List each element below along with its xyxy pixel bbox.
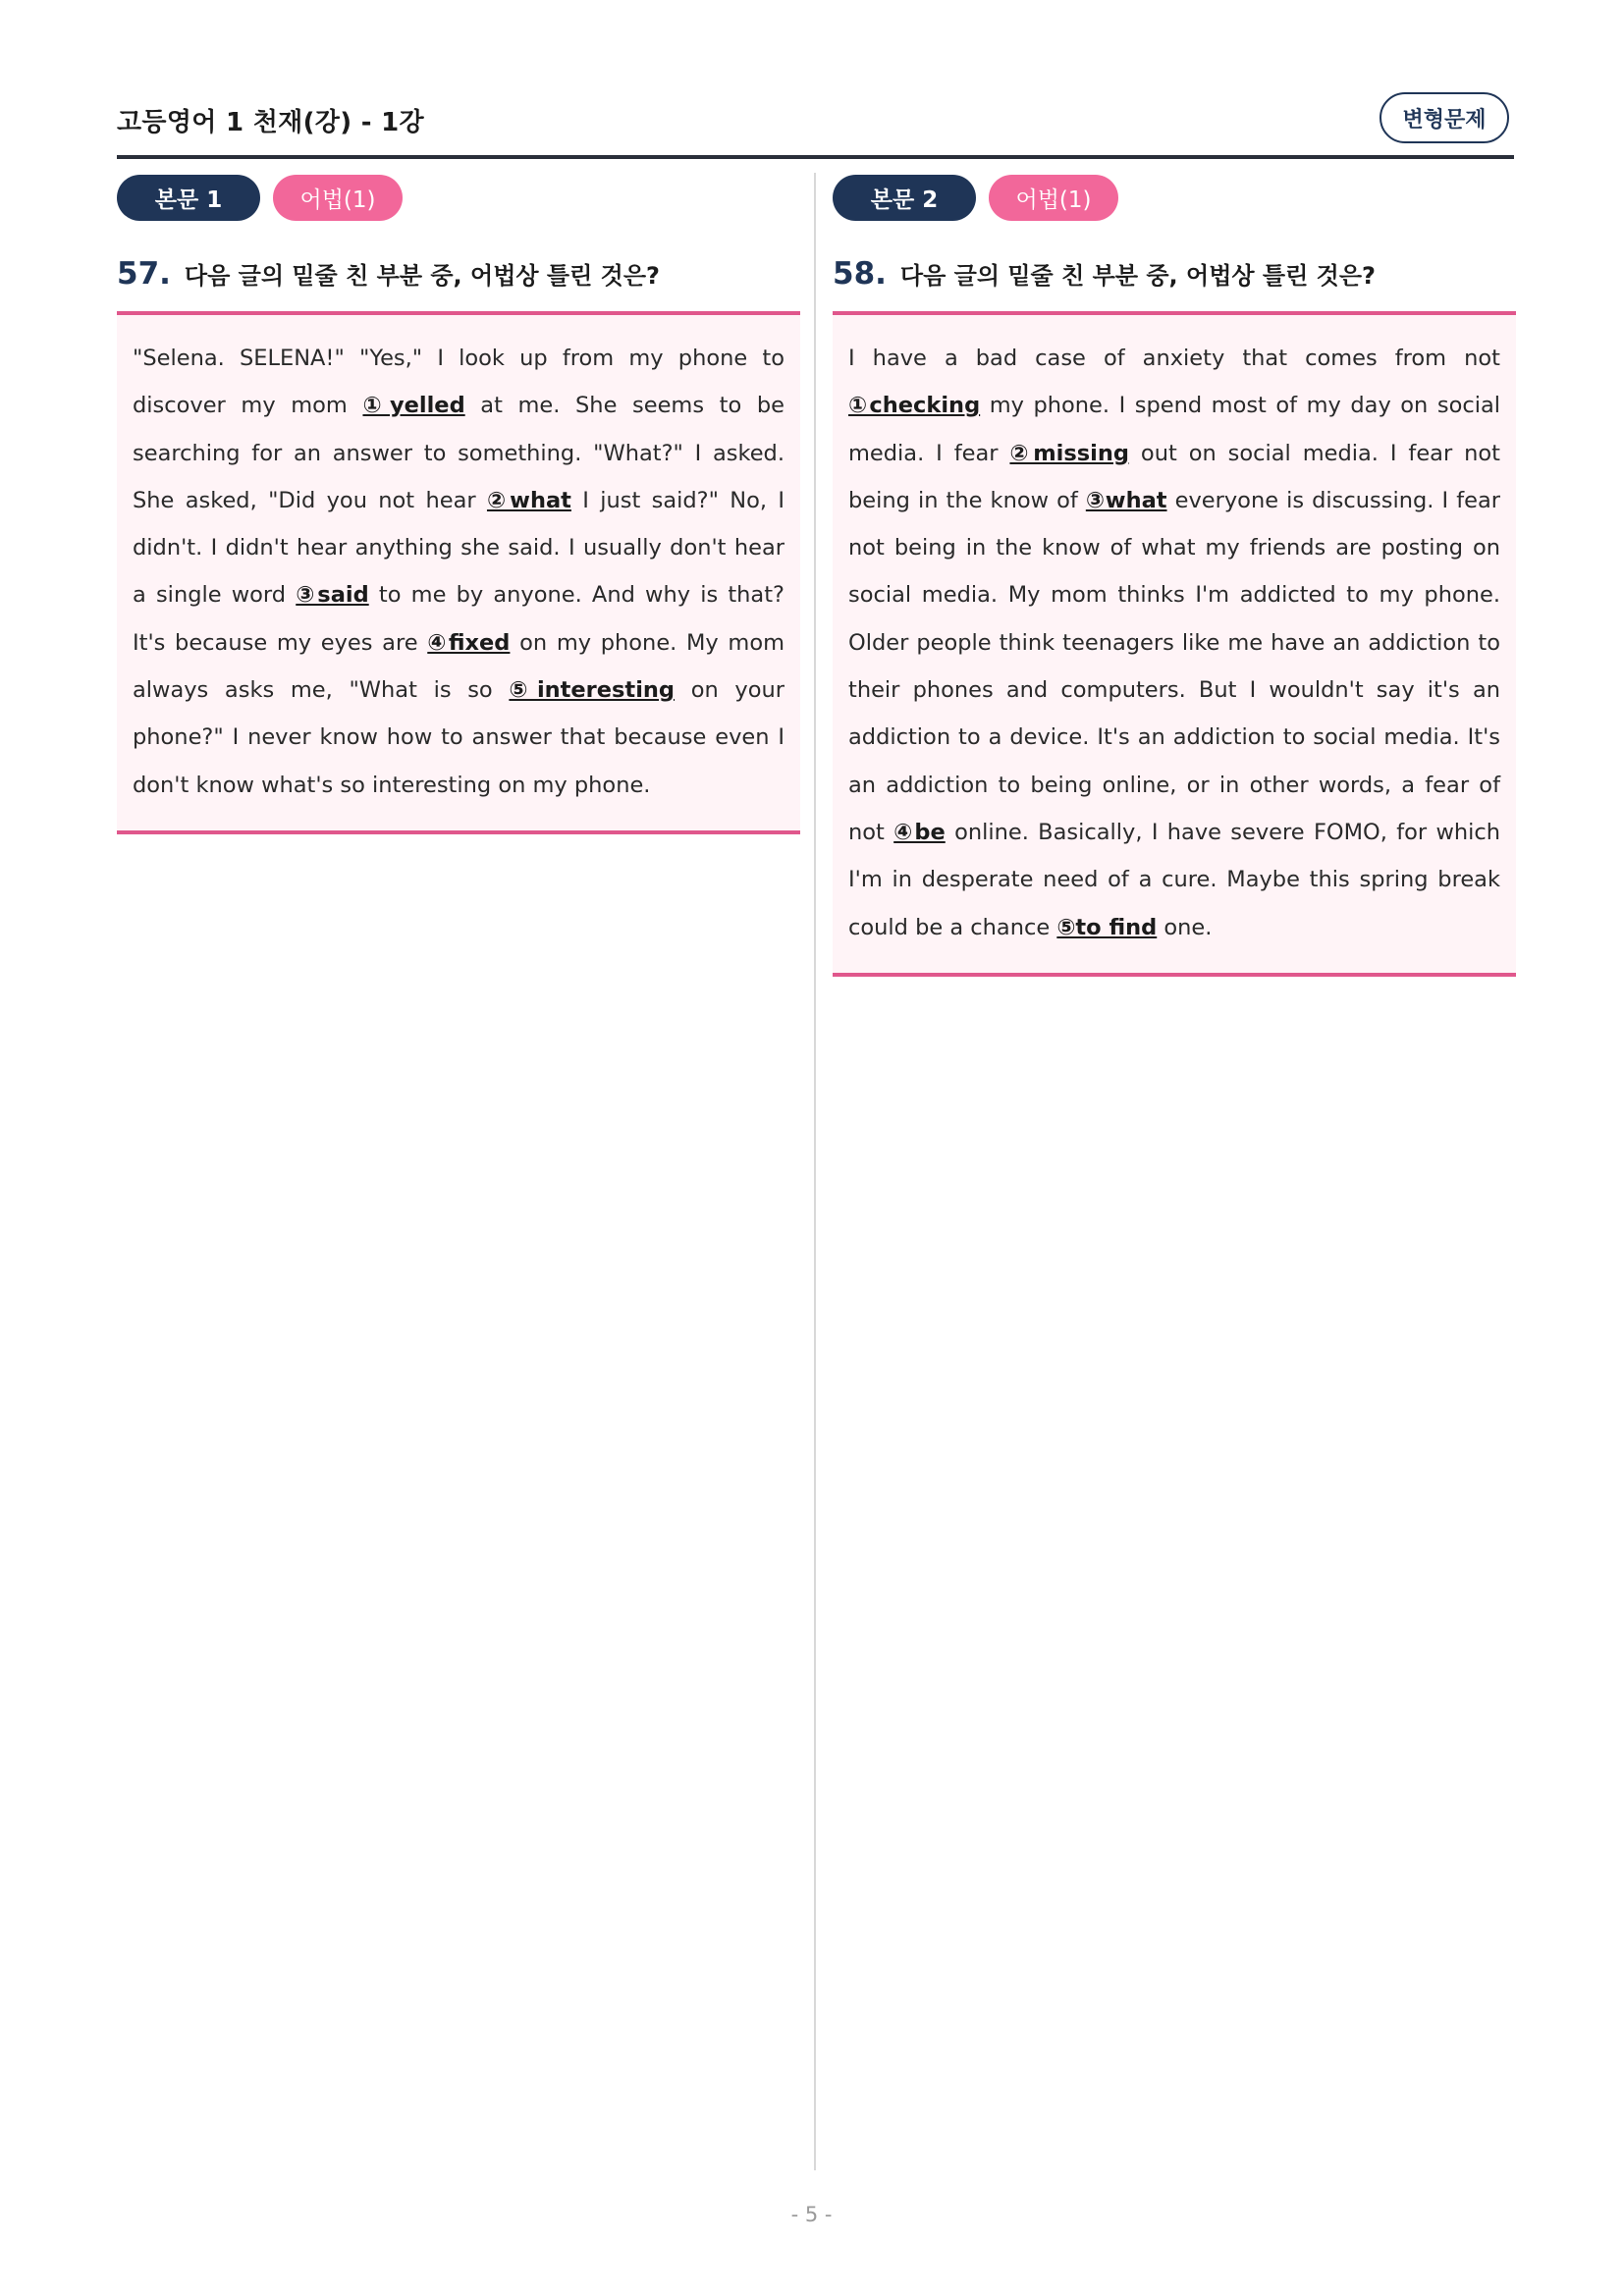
passage-tag: 본문 1 xyxy=(117,175,260,221)
question-57-column xyxy=(117,175,800,834)
passage-text: on my phone. My mom always asks me, "What is so xyxy=(133,629,785,704)
question-57-heading xyxy=(117,256,800,295)
underlined-choice-2: ②what xyxy=(486,487,571,513)
grammar-tag: 어법(1) xyxy=(989,175,1118,221)
question-57-tags xyxy=(117,175,800,221)
underlined-choice-3: ③said xyxy=(296,582,369,609)
underlined-choice-2: ②missing xyxy=(1009,440,1130,466)
passage-text: I have a bad case of anxiety that comes from not xyxy=(848,346,1500,371)
question-58-passage xyxy=(833,311,1516,977)
passage-text: one. xyxy=(1157,914,1213,940)
question-number: 57. xyxy=(117,256,171,292)
underlined-choice-5: ⑤to find xyxy=(1056,914,1158,940)
grammar-tag: 어법(1) xyxy=(273,175,403,221)
question-58-tags xyxy=(833,175,1516,221)
passage-text: at me. She seems to be searching for an answer to something. "What?" I asked. She asked, "Did you not hear xyxy=(133,393,784,513)
underlined-choice-1: ①yelled xyxy=(362,393,465,419)
column-divider xyxy=(814,173,816,2170)
question-prompt: 다음 글의 밑줄 친 부분 중, 어법상 틀린 것은? xyxy=(184,262,660,290)
question-number: 58. xyxy=(833,256,887,292)
underlined-choice-4: ④fixed xyxy=(427,629,511,656)
passage-tag: 본문 2 xyxy=(833,175,976,221)
question-58-column xyxy=(833,175,1516,977)
passage-text: everyone is discussing. I fear not being in the know of what my friends are posting on social media. My mom thinks I'm addicted to my phone. Older people think teenagers like me have an addiction to their phones and computers. But I wouldn't say it's an addiction to a device. It's an addiction to social media. It's an addiction to being online, or in other words, a fear of not xyxy=(848,487,1500,845)
question-57-passage xyxy=(117,311,800,834)
passage-text: my phone. I spend most of my day on social media. I fear xyxy=(848,393,1500,466)
underlined-choice-4: ④be xyxy=(893,819,946,845)
underlined-choice-5: ⑤interesting xyxy=(509,677,676,704)
passage-text: on your phone?" I never know how to answer that because even I don't know what's so interesting on my phone. xyxy=(133,677,784,798)
variant-problem-badge: 변형문제 xyxy=(1380,92,1509,143)
passage-text: "Selena. SELENA!" "Yes," I look up from my phone to discover my mom xyxy=(133,346,784,419)
passage-text: out on social media. I fear not being in the know of xyxy=(848,440,1500,513)
underlined-choice-1: ①checking xyxy=(848,393,981,419)
passage-text: online. Basically, I have severe FOMO, for which I'm in desperate need of a cure. Maybe this spring break could be a chance xyxy=(848,819,1500,940)
document-title: 고등영어 1 천재(강) - 1강 xyxy=(117,108,424,137)
underlined-choice-3: ③what xyxy=(1085,487,1167,513)
page-number: - 5 - xyxy=(790,2203,833,2226)
question-58-heading xyxy=(833,256,1516,295)
passage-text: to me by anyone. And why is that? It's because my eyes are xyxy=(133,582,784,656)
question-prompt: 다음 글의 밑줄 친 부분 중, 어법상 틀린 것은? xyxy=(899,262,1376,290)
header-divider xyxy=(117,155,1514,159)
passage-text: I just said?" No, I didn't. I didn't hear anything she said. I usually don't hear a single word xyxy=(133,487,785,609)
